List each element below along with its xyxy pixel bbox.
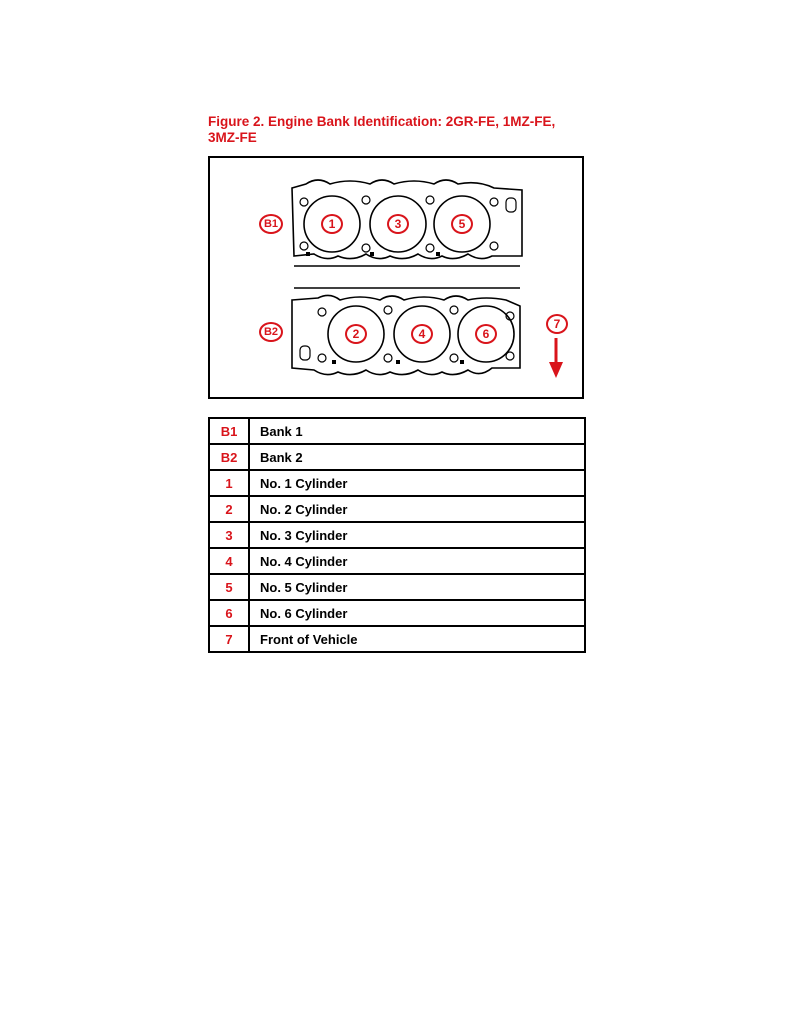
front-callout-label: 7 <box>553 317 561 331</box>
cylinder-2-label: 2 <box>352 327 360 341</box>
bank1-callout <box>259 214 283 234</box>
legend-key: 5 <box>209 574 249 600</box>
cylinder-3-label: 3 <box>394 217 402 231</box>
cylinder-2-callout <box>345 324 367 344</box>
cylinder-5-callout <box>451 214 473 234</box>
figure-title-line1: Figure 2. Engine Bank Identification: 2GR-FE, 1MZ-FE, <box>208 114 556 129</box>
legend-key: 2 <box>209 496 249 522</box>
legend-key: 3 <box>209 522 249 548</box>
cylinder-4-callout <box>411 324 433 344</box>
cylinder-1-callout <box>321 214 343 234</box>
table-row <box>209 626 585 652</box>
legend-desc: No. 6 Cylinder <box>249 600 585 626</box>
legend-desc: No. 5 Cylinder <box>249 574 585 600</box>
legend-key: B2 <box>209 444 249 470</box>
table-row <box>209 496 585 522</box>
legend-key: 1 <box>209 470 249 496</box>
legend-table <box>208 417 586 653</box>
legend-desc: No. 4 Cylinder <box>249 548 585 574</box>
legend-desc: No. 3 Cylinder <box>249 522 585 548</box>
cylinder-6-label: 6 <box>482 327 490 341</box>
legend-desc: Bank 1 <box>249 418 585 444</box>
front-arrow-icon <box>549 338 563 378</box>
engine-gasket-drawing <box>210 158 582 397</box>
legend-key: 7 <box>209 626 249 652</box>
bank1-callout-label: B1 <box>263 218 279 230</box>
table-row <box>209 470 585 496</box>
table-row <box>209 522 585 548</box>
legend-key: 6 <box>209 600 249 626</box>
table-row <box>209 418 585 444</box>
bank2-callout-label: B2 <box>263 326 279 338</box>
cylinder-1-label: 1 <box>328 217 336 231</box>
legend-desc: Bank 2 <box>249 444 585 470</box>
cylinder-3-callout <box>387 214 409 234</box>
table-row <box>209 600 585 626</box>
table-row <box>209 574 585 600</box>
legend-desc: No. 1 Cylinder <box>249 470 585 496</box>
legend-desc: No. 2 Cylinder <box>249 496 585 522</box>
cylinder-4-label: 4 <box>418 327 426 341</box>
front-callout <box>546 314 568 334</box>
cylinder-5-label: 5 <box>458 217 466 231</box>
legend-key: 4 <box>209 548 249 574</box>
bank2-callout <box>259 322 283 342</box>
cylinder-6-callout <box>475 324 497 344</box>
table-row <box>209 444 585 470</box>
legend-desc: Front of Vehicle <box>249 626 585 652</box>
figure-title <box>208 114 598 146</box>
engine-bank-diagram <box>208 156 584 399</box>
figure-title-line2: 3MZ-FE <box>208 130 257 145</box>
table-row <box>209 548 585 574</box>
legend-key: B1 <box>209 418 249 444</box>
